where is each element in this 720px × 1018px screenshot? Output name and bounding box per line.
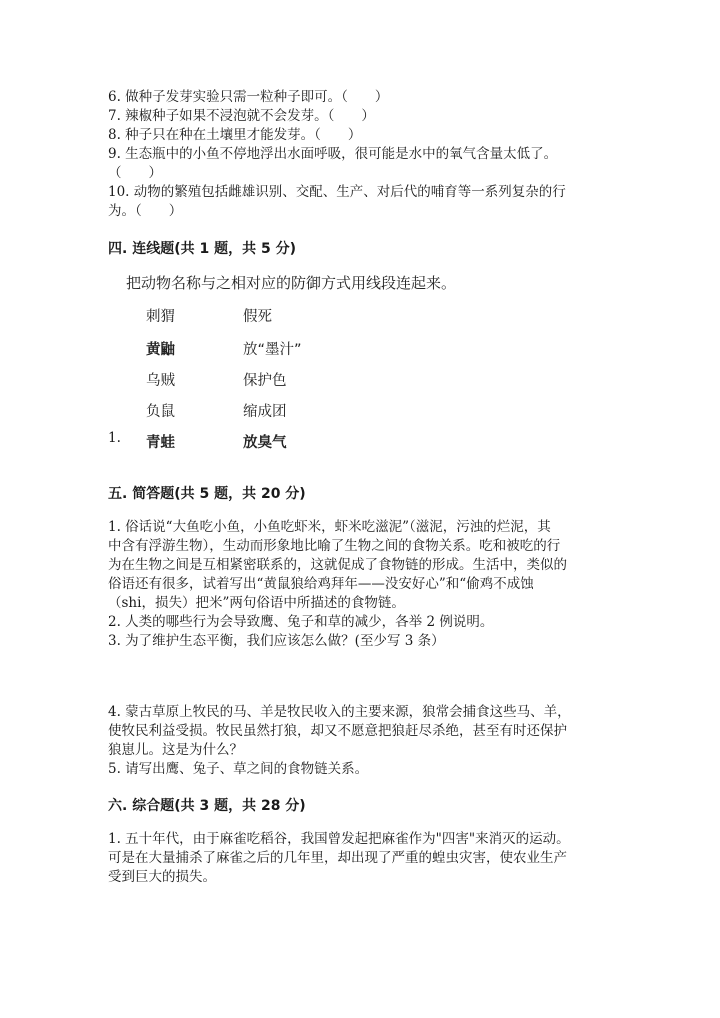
- section-heading: 四. 连线题(共 1 题，共 5 分): [108, 241, 296, 257]
- judgment-line: （ ）: [108, 165, 162, 181]
- question-line: 俗语还有很多，试着写出“黄鼠狼给鸡拜年——没安好心”和“偷鸡不成蚀: [108, 576, 534, 592]
- question-line: 可是在大量捕杀了麻雀之后的几年里，却出现了严重的蝗虫灾害，使农业生产: [108, 850, 567, 866]
- judgment-line: 10. 动物的繁殖包括雌雄识别、交配、生产、对后代的哺育等一系列复杂的行: [108, 184, 566, 200]
- judgment-line: 8. 种子只在种在土壤里才能发芽。（ ）: [108, 127, 362, 143]
- animal-name: 黄鼬: [146, 342, 175, 358]
- defense-method: 保护色: [243, 373, 287, 389]
- question-line: 4. 蒙古草原上牧民的马、羊是牧民收入的主要来源，狼常会捕食这些马、羊，: [108, 704, 571, 720]
- defense-method: 假死: [243, 309, 272, 325]
- animal-name: 乌贼: [146, 373, 175, 389]
- defense-method: 缩成团: [243, 404, 287, 420]
- judgment-line: 为。（ ）: [108, 203, 183, 219]
- judgment-line: 7. 辣椒种子如果不浸泡就不会发芽。（ ）: [108, 108, 375, 124]
- question-line: 3. 为了维护生态平衡，我们应该怎么做？(至少写 3 条）: [108, 633, 445, 649]
- matching-instruction: 把动物名称与之相对应的防御方式用线段连起来。: [126, 274, 457, 292]
- question-line: 1. 五十年代，由于麻雀吃稻谷，我国曾发起把麻雀作为"四害"来消灭的运动。: [108, 831, 570, 847]
- question-line: 狼崽儿。这是为什么？: [108, 742, 243, 758]
- animal-name: 负鼠: [146, 404, 175, 420]
- question-line: 1. 俗话说“大鱼吃小鱼，小鱼吃虾米，虾米吃滋泥”（滋泥，污浊的烂泥，其: [108, 519, 551, 535]
- question-line: 使牧民利益受损。牧民虽然打狼，却又不愿意把狼赶尽杀绝，甚至有时还保护: [108, 723, 567, 739]
- judgment-line: 9. 生态瓶中的小鱼不停地浮出水面呼吸，很可能是水中的氧气含量太低了。: [108, 146, 558, 162]
- question-line: （shi，损失）把米”两句俗语中所描述的食物链。: [108, 595, 405, 611]
- question-number: 1.: [108, 430, 121, 446]
- section-heading: 五. 简答题(共 5 题，共 20 分): [108, 486, 306, 502]
- question-line: 为在生物之间是互相紧密联系的，这就促成了食物链的形成。生活中，类似的: [108, 557, 567, 573]
- animal-name: 刺猬: [146, 309, 175, 325]
- question-line: 受到巨大的损失。: [108, 869, 216, 885]
- defense-method: 放“墨汁”: [243, 342, 302, 358]
- animal-name: 青蛙: [146, 435, 175, 451]
- section-heading: 六. 综合题(共 3 题，共 28 分): [108, 798, 306, 814]
- question-line: 中含有浮游生物），生动而形象地比喻了生物之间的食物关系。吃和被吃的行: [108, 538, 561, 554]
- question-line: 5. 请写出鹰、兔子、草之间的食物链关系。: [108, 761, 369, 777]
- defense-method: 放臭气: [243, 435, 287, 451]
- judgment-line: 6. 做种子发芽实验只需一粒种子即可。（ ）: [108, 89, 389, 105]
- question-line: 2. 人类的哪些行为会导致鹰、兔子和草的减少，各举 2 例说明。: [108, 614, 494, 630]
